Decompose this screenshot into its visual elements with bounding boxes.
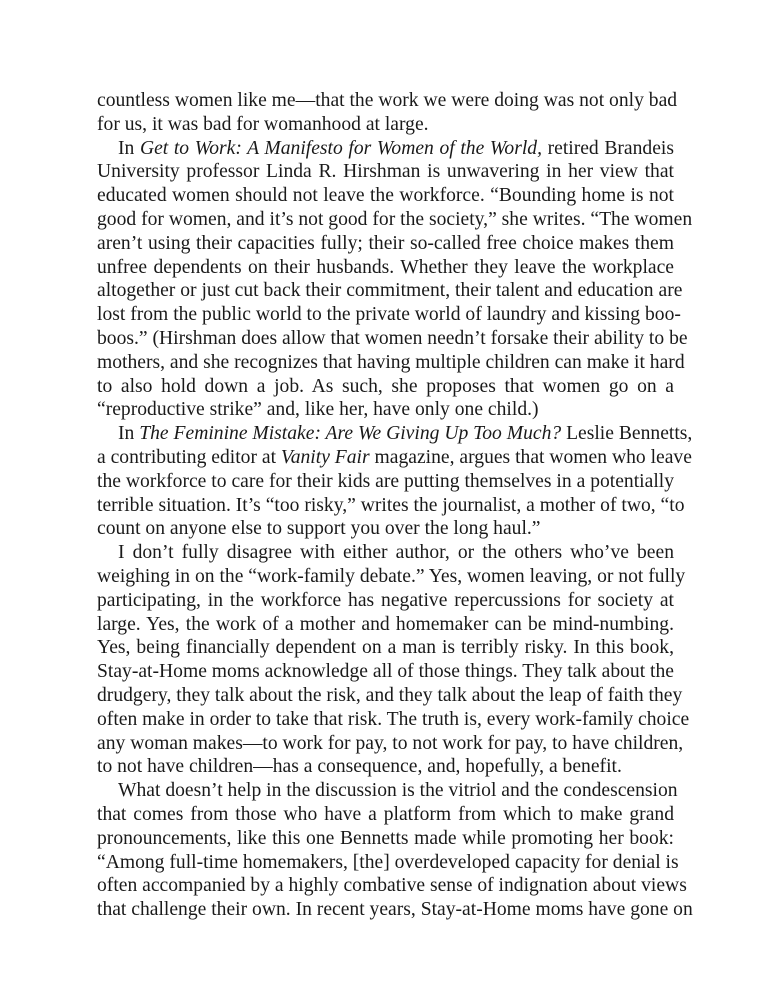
text-run: mothers, and she recognizes that having multiple children can make it hard [97,351,685,373]
paragraph-p4 [97,541,690,779]
text-run: drudgery, they talk about the risk, and they talk about the leap of faith they [97,684,683,706]
text-line [97,422,693,446]
text-run: altogether or just cut back their commitment, their talent and education are [97,280,683,302]
text-run: educated women should not leave the workforce. “Bounding home is not [97,185,674,207]
text-run: pronouncements, like this one Bennetts made while promoting her book: [97,827,674,849]
text-run: count on anyone else to support you over the long haul.” [97,518,541,540]
text-run: that comes from those who have a platform from which to make grand [97,803,674,825]
text-line [97,160,674,184]
text-run: the workforce to care for their kids are putting themselves in a potentially [97,470,674,492]
text-line [97,232,674,256]
text-run: countless women like me—that the work we were doing was not only bad [97,90,678,111]
text-line [97,708,690,732]
text-run: I don’t fully disagree with either author, or the others who’ve been [118,542,674,564]
text-line [97,446,692,470]
book-page-body [97,89,693,922]
italic-title: Vanity Fair [280,446,370,468]
text-line [97,89,678,113]
text-run: In [118,137,140,159]
text-run: large. Yes, the work of a mother and homemaker can be mind-numbing. [97,613,674,635]
text-run: Leslie Bennetts, [561,423,693,445]
text-line [97,303,681,327]
text-line [97,874,687,898]
paragraph-p5 [97,779,693,922]
paragraph-p1 [97,89,678,137]
text-line [97,732,684,756]
text-line [97,327,688,351]
italic-title: Get to Work: A Manifesto for Women of the World, [139,137,542,159]
text-line [97,636,674,660]
text-run: to not have children—has a consequence, and, hopefully, a benefit. [97,756,622,778]
text-line [97,827,674,851]
text-line [97,589,674,613]
text-line [97,351,685,375]
text-run: participating, in the workforce has negative repercussions for society at [97,589,674,611]
text-line [97,494,685,518]
text-run: for us, it was bad for womanhood at large. [97,113,429,135]
text-run: In [118,423,140,445]
text-run: “Among full-time homemakers, [the] overdeveloped capacity for denial is [97,851,679,873]
text-run: often accompanied by a highly combative sense of indignation about views [97,875,687,897]
text-line [97,279,683,303]
text-line [97,517,674,541]
text-line [97,660,674,684]
paragraph-p2 [97,137,693,423]
text-run: unfree dependents on their husbands. Whether they leave the workplace [97,256,674,278]
text-run: that challenge their own. In recent years, Stay-at-Home moms have gone on [97,899,693,921]
text-run: terrible situation. It’s “too risky,” writes the journalist, a mother of two, “to [97,494,685,516]
text-run: good for women, and it’s not good for the society,” she writes. “The women [97,208,693,230]
italic-title: The Feminine Mistake: Are We Giving Up Too Much? [139,423,562,445]
text-run: Yes, being financially dependent on a man is terribly risky. In this book, [97,637,674,659]
text-run: boos.” (Hirshman does allow that women needn’t forsake their ability to be [97,327,688,349]
text-run: to also hold down a job. As such, she proposes that women go on a [97,375,674,397]
text-line [97,684,683,708]
paragraph-p3 [97,422,693,541]
text-run: any woman makes—to work for pay, to not work for pay, to have children, [97,732,684,754]
text-line [97,803,674,827]
text-run: “reproductive strike” and, like her, have only one child.) [97,399,539,421]
text-line [97,256,674,280]
text-line [97,398,674,422]
text-run: magazine, argues that women who leave [369,446,692,468]
text-line [97,470,674,494]
text-run: What doesn’t help in the discussion is the vitriol and the condescension [118,780,678,802]
text-run: lost from the public world to the private world of laundry and kissing boo- [97,304,681,326]
text-line [97,851,679,875]
text-line [97,565,686,589]
text-line [97,137,674,161]
text-line [97,898,693,922]
text-run: Stay-at-Home moms acknowledge all of those things. They talk about the [97,661,674,683]
text-line [97,113,674,137]
text-line [97,375,674,399]
text-line [97,208,693,232]
text-run: University professor Linda R. Hirshman is unwavering in her view that [97,161,674,183]
text-line [97,779,678,803]
text-line [97,755,674,779]
text-line [97,184,674,208]
text-run: weighing in on the “work-family debate.” Yes, women leaving, or not fully [97,565,686,587]
text-line [97,613,674,637]
text-run: a contributing editor at [97,446,281,468]
text-run: aren’t using their capacities fully; their so-called free choice makes them [97,232,674,254]
text-line [97,541,674,565]
text-run: retired Brandeis [541,137,674,159]
text-run: often make in order to take that risk. The truth is, every work-family choice [97,708,690,730]
